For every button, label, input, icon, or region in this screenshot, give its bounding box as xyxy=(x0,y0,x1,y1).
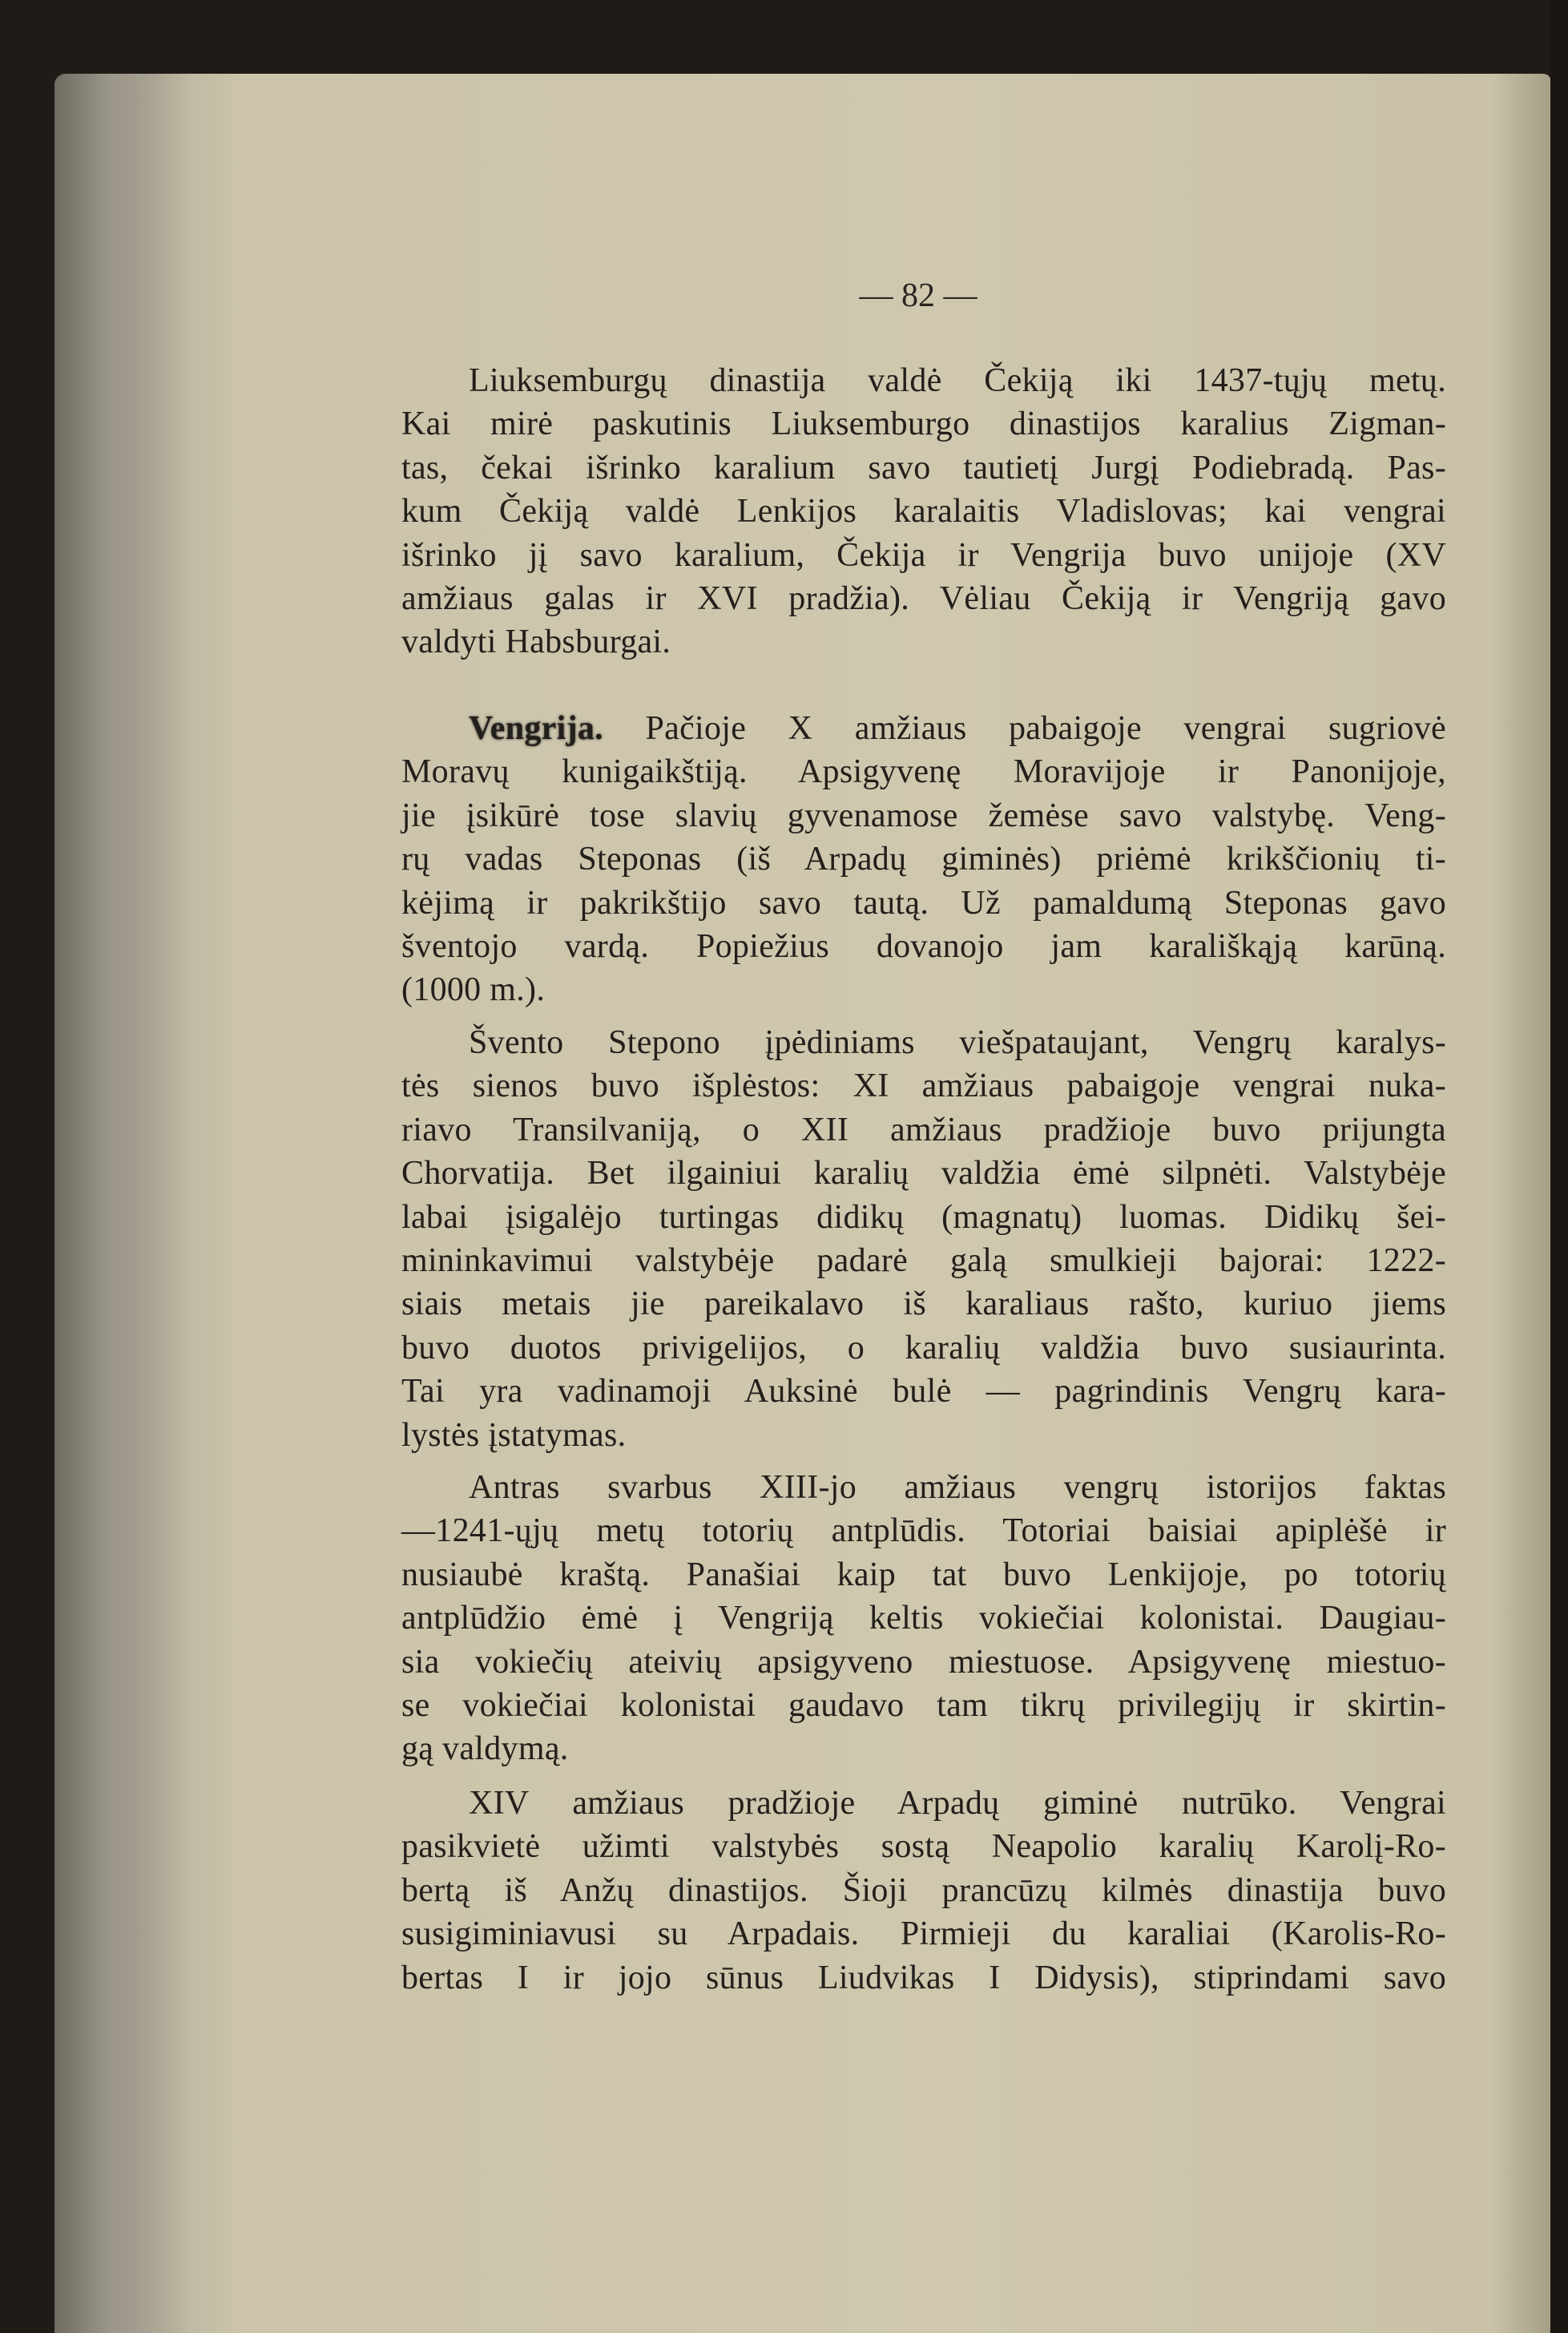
text-line: riavo Transilvaniją, o XII amžiaus pradžioje buvo prijungta xyxy=(401,1111,1446,1148)
text-line: Liuksemburgų dinastija valdė Čekiją iki 1437-tųjų metų. xyxy=(469,362,1446,399)
text-line: jie įsikūrė tose slavių gyvenamose žemėse savo valstybę. Veng- xyxy=(401,797,1446,834)
text-line: antplūdžio ėmė į Vengriją keltis vokiečiai kolonistai. Daugiau- xyxy=(401,1600,1446,1637)
text-line: tės sienos buvo išplėstos: XI amžiaus pabaigoje vengrai nuka- xyxy=(401,1068,1446,1105)
text-line: se vokiečiai kolonistai gaudavo tam tikrų privilegijų ir skirtin- xyxy=(401,1687,1446,1724)
text-line: bertą iš Anžų dinastijos. Šioji prancūzų kilmės dinastija buvo xyxy=(401,1871,1446,1909)
text-line: susigiminiavusi su Arpadais. Pirmieji du karaliai (Karolis-Ro- xyxy=(401,1915,1446,1953)
text-line: Chorvatija. Bet ilgainiui karalių valdžia ėmė silpnėti. Valstybėje xyxy=(401,1155,1446,1193)
text-line: (1000 m.). xyxy=(401,971,546,1009)
page-number: — 82 — xyxy=(859,277,977,314)
text-line: gą valdymą. xyxy=(401,1730,569,1768)
text-line: buvo duotos privigelijos, o karalių valdžia buvo susiaurinta. xyxy=(401,1329,1446,1366)
text-line: siais metais jie pareikalavo iš karaliaus rašto, kuriuo jiems xyxy=(401,1286,1446,1323)
book-spine-shadow xyxy=(54,74,191,2333)
text-line: tas, čekai išrinko karalium savo tautietį Jurgį Podiebradą. Pas- xyxy=(401,449,1446,486)
text-line: sia vokiečių ateivių apsigyveno miestuose. Apsigyvenę miestuo- xyxy=(401,1643,1446,1681)
text-line: Moravų kunigaikštiją. Apsigyvenę Moravijoje ir Panonijoje, xyxy=(401,753,1446,791)
scan-border xyxy=(1550,0,1568,2333)
text-line: kėjimą ir pakrikštijo savo tautą. Už pamaldumą Steponas gavo xyxy=(401,884,1446,922)
text-line: pasikvietė užimti valstybės sostą Neapolio karalių Karolį-Ro- xyxy=(401,1828,1446,1866)
text-line: Kai mirė paskutinis Liuksemburgo dinastijos karalius Zigman- xyxy=(401,406,1446,443)
text-line: lystės įstatymas. xyxy=(401,1416,627,1454)
text-line: Tai yra vadinamoji Auksinė bulė — pagrindinis Vengrų kara- xyxy=(401,1373,1446,1411)
text-line: mininkavimui valstybėje padarė galą smulkieji bajorai: 1222- xyxy=(401,1242,1446,1279)
text-line: Švento Stepono įpėdiniams viešpataujant, Vengrų karalys- xyxy=(469,1024,1446,1061)
text-line: labai įsigalėjo turtingas didikų (magnatų) luomas. Didikų šei- xyxy=(401,1198,1446,1236)
text-line: kum Čekiją valdė Lenkijos karalaitis Vladislovas; kai vengrai xyxy=(401,493,1446,531)
text-line: —1241-ųjų metų totorių antplūdis. Totoriai baisiai apiplėšė ir xyxy=(401,1512,1446,1550)
text-line: XIV amžiaus pradžioje Arpadų giminė nutrūko. Vengrai xyxy=(469,1785,1446,1822)
text-line: šventojo vardą. Popiežius dovanojo jam karališkąją karūną. xyxy=(401,928,1446,965)
text-line: bertas I ir jojo sūnus Liudvikas I Didysis), stiprindami savo xyxy=(401,1959,1446,1996)
text-line: išrinko jį savo karalium, Čekija ir Vengrija buvo unijoje (XV xyxy=(401,536,1446,574)
text-line: rų vadas Steponas (iš Arpadų giminės) priėmė krikščionių ti- xyxy=(401,841,1446,878)
text-line: valdyti Habsburgai. xyxy=(401,624,671,661)
text-line: amžiaus galas ir XVI pradžia). Vėliau Čekiją ir Vengriją gavo xyxy=(401,580,1446,617)
line-text: Pačioje X amžiaus pabaigoje vengrai sugriovė xyxy=(645,710,1446,747)
text-line: Antras svarbus XIII-jo amžiaus vengrų istorijos faktas xyxy=(469,1469,1446,1506)
text-line xyxy=(469,708,1446,749)
text-line: nusiaubė kraštą. Panašiai kaip tat buvo Lenkijoje, po totorių xyxy=(401,1556,1446,1593)
section-heading: Vengrija. xyxy=(469,710,603,747)
